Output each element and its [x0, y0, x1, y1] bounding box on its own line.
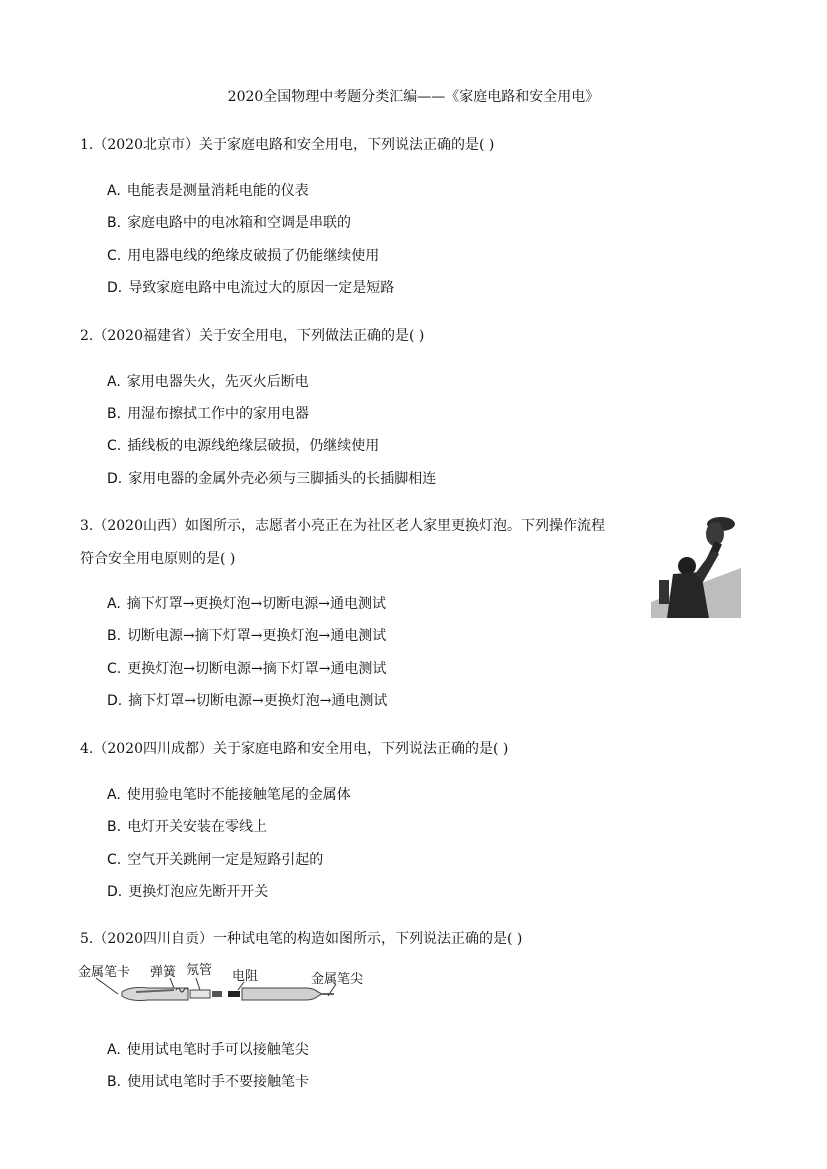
question-3-option-d: D. 摘下灯罩→切断电源→更换灯泡→通电测试 [107, 693, 388, 709]
question-2-stem: 2.（2020福建省）关于安全用电，下列做法正确的是( ) [80, 328, 425, 344]
question-2-option-b: B. 用湿布擦拭工作中的家用电器 [107, 406, 310, 422]
question-3-option-a: A. 摘下灯罩→更换灯泡→切断电源→通电测试 [107, 596, 386, 612]
question-2-option-c: C. 插线板的电源线绝缘层破损，仍继续使用 [107, 438, 380, 454]
question-1-stem: 1.（2020北京市）关于家庭电路和安全用电，下列说法正确的是( ) [80, 137, 495, 153]
question-3-stem-line-2: 符合安全用电原则的是( ) [80, 551, 236, 567]
question-4-option-a: A. 使用验电笔时不能接触笔尾的金属体 [107, 787, 351, 803]
question-3-option-c: C. 更换灯泡→切断电源→摘下灯罩→通电测试 [107, 661, 387, 677]
pen-label-tip: 金属笔尖 [311, 972, 364, 987]
question-5-option-a: A. 使用试电笔时手可以接触笔尖 [107, 1042, 309, 1058]
question-4-option-d: D. 更换灯泡应先断开开关 [107, 884, 269, 900]
question-2-option-d: D. 家用电器的金属外壳必须与三脚插头的长插脚相连 [107, 471, 437, 487]
pen-label-spring: 弹簧 [150, 965, 177, 980]
question-5-stem: 5.（2020四川自贡）一种试电笔的构造如图所示，下列说法正确的是( ) [80, 931, 523, 947]
volunteer-changing-bulb-photo [651, 510, 741, 618]
question-2-option-a: A. 家用电器失火，先灭火后断电 [107, 374, 309, 390]
pen-label-clip: 金属笔卡 [78, 965, 131, 980]
question-1-option-a: A. 电能表是测量消耗电能的仪表 [107, 183, 309, 199]
pen-label-neon-tube: 氖管 [186, 963, 213, 978]
pen-label-resistor: 电阻 [232, 969, 259, 984]
question-4-option-b: B. 电灯开关安装在零线上 [107, 819, 268, 835]
question-4-stem: 4.（2020四川成都）关于家庭电路和安全用电，下列说法正确的是( ) [80, 741, 509, 757]
question-1-option-d: D. 导致家庭电路中电流过大的原因一定是短路 [107, 280, 395, 296]
question-5-option-b: B. 使用试电笔时手不要接触笔卡 [107, 1074, 310, 1090]
question-1-option-c: C. 用电器电线的绝缘皮破损了仍能继续使用 [107, 248, 380, 264]
page-title: 2020全国物理中考题分类汇编——《家庭电路和安全用电》 [227, 89, 600, 105]
test-pen-diagram [78, 958, 378, 1014]
question-1-option-b: B. 家庭电路中的电冰箱和空调是串联的 [107, 215, 352, 231]
question-3-option-b: B. 切断电源→摘下灯罩→更换灯泡→通电测试 [107, 628, 387, 644]
question-3-stem-line-1: 3.（2020山西）如图所示，志愿者小亮正在为社区老人家里更换灯泡。下列操作流程 [80, 518, 605, 534]
question-4-option-c: C. 空气开关跳闸一定是短路引起的 [107, 852, 324, 868]
